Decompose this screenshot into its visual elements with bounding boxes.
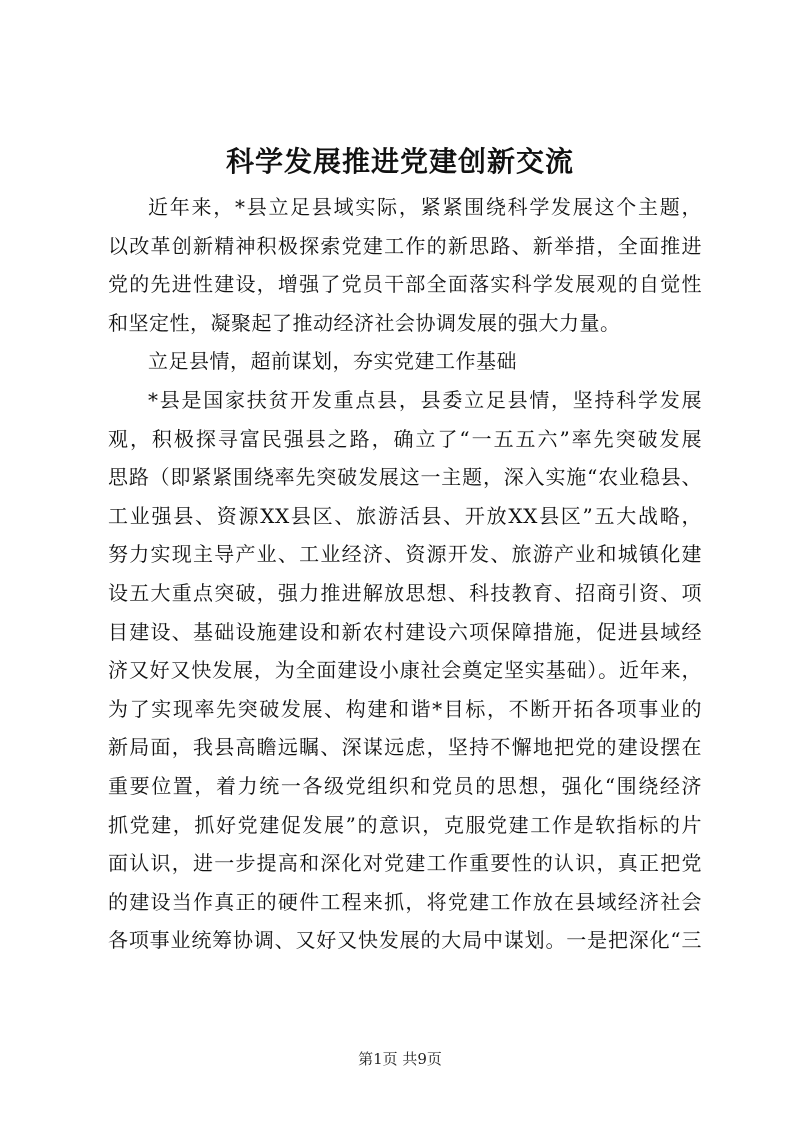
paragraph-2-line: 工业强县、资源XX县区、旅游活县、开放XX县区”五大战略， — [108, 503, 702, 528]
paragraph-1-line: 党的先进性建设，增强了党员干部全面落实科学发展观的自觉性 — [108, 272, 702, 297]
paragraph-1-line: 和坚定性，凝聚起了推动经济社会协调发展的强大力量。 — [108, 310, 621, 335]
document-body — [108, 188, 702, 960]
paragraph-2-line: 思路（即紧紧围绕率先突破发展这一主题，深入实施“农业稳县、 — [108, 465, 702, 490]
section-heading: 立足县情，超前谋划，夯实党建工作基础 — [148, 349, 517, 374]
paragraph-2-line: 各项事业统筹协调、又好又快发展的大局中谋划。一是把深化“三 — [108, 928, 702, 953]
paragraph-1-line: 近年来，*县立足县域实际，紧紧围绕科学发展这个主题， — [148, 195, 702, 219]
paragraph-2-line: 为了实现率先突破发展、构建和谐*目标，不断开拓各项事业的 — [108, 696, 702, 721]
paragraph-2-line: 济又好又快发展，为全面建设小康社会奠定坚实基础）。近年来， — [108, 658, 702, 683]
paragraph-2-line: 面认识，进一步提高和深化对党建工作重要性的认识，真正把党 — [108, 851, 702, 876]
paragraph-2-line: 重要位置，着力统一各级党组织和党员的思想，强化“围绕经济 — [108, 773, 702, 798]
paragraph-2-line: 目建设、基础设施建设和新农村建设六项保障措施，促进县域经 — [108, 619, 702, 644]
paragraph-2-line: 努力实现主导产业、工业经济、资源开发、旅游产业和城镇化建 — [108, 542, 702, 567]
paragraph-2-line: 设五大重点突破，强力推进解放思想、科技教育、招商引资、项 — [108, 580, 702, 605]
page-number-footer: 第1页 共9页 — [358, 1050, 442, 1068]
document-title: 科学发展推进党建创新交流 — [225, 145, 574, 178]
paragraph-2-line: 的建设当作真正的硬件工程来抓，将党建工作放在县域经济社会 — [108, 889, 702, 914]
paragraph-1-line: 以改革创新精神积极探索党建工作的新思路、新举措，全面推进 — [108, 233, 702, 258]
paragraph-2-line: *县是国家扶贫开发重点县，县委立足县情，坚持科学发展 — [148, 387, 702, 412]
paragraph-2-line: 观，积极探寻富民强县之路，确立了“一五五六”率先突破发展 — [108, 426, 702, 451]
paragraph-2-line: 新局面，我县高瞻远瞩、深谋远虑，坚持不懈地把党的建设摆在 — [108, 735, 702, 760]
paragraph-2-line: 抓党建，抓好党建促发展”的意识，克服党建工作是软指标的片 — [108, 812, 702, 837]
